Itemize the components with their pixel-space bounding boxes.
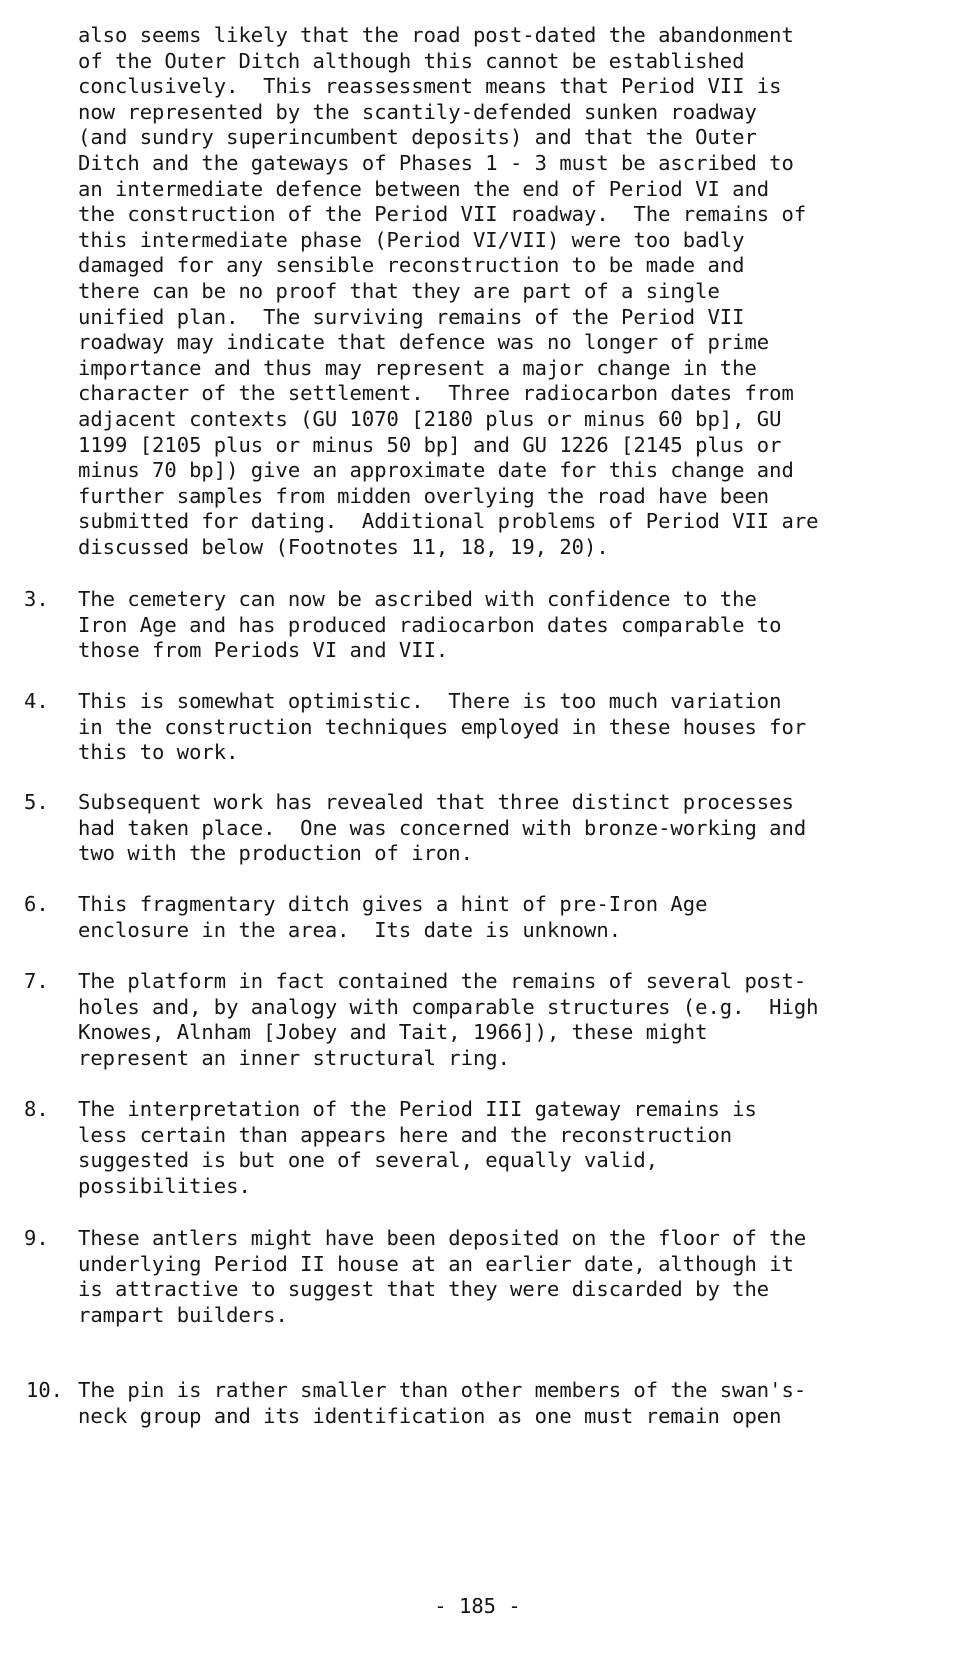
text-line: two with the production of iron. [78,841,473,866]
text-line: The platform in fact contained the remains of several post- [78,969,807,993]
text-line: Ditch and the gateways of Phases 1 - 3 must be ascribed to [78,151,794,175]
text-line: submitted for dating. Additional problems of Period VII are [78,509,819,534]
text-line: there can be no proof that they are part of a single [78,279,720,303]
text-line: in the construction techniques employed in these houses for [78,714,807,739]
text-line: (and sundry superincumbent deposits) and that the Outer [78,125,757,150]
text-line: an intermediate defence between the end of Period VI and [78,176,770,201]
text-line: holes and, by analogy with comparable structures (e.g. High [78,994,819,1019]
text-line: The cemetery can now be ascribed with confidence to the [78,587,757,611]
text-line: enclosure in the area. Its date is unknown. [78,917,622,942]
footnote-number: 9. [24,1226,49,1250]
text-line: 1199 [2105 plus or minus 50 bp] and GU 1226 [2145 plus or [78,432,782,457]
text-line: those from Periods VI and VII. [78,638,449,663]
text-line: of the Outer Ditch although this cannot be established [78,48,745,73]
text-line: Knowes, Alnham [Jobey and Tait, 1966]), these might [78,1020,708,1045]
text-line: neck group and its identification as one must remain open [78,1403,782,1428]
footnote-number: 10. [26,1378,64,1402]
text-line: had taken place. One was concerned with bronze-working and [78,815,807,840]
text-line: adjacent contexts (GU 1070 [2180 plus or minus 60 bp], GU [78,407,782,431]
text-line: conclusively. This reassessment means that Period VII is [78,74,782,99]
text-line: This is somewhat optimistic. There is too much variation [78,689,782,713]
text-line: this intermediate phase (Period VI/VII) were too badly [78,227,745,252]
footnote-number: 7. [24,969,49,993]
text-line: unified plan. The surviving remains of the Period VII [78,304,745,329]
text-line: is attractive to suggest that they were discarded by the [78,1277,770,1302]
footnote-number: 4. [24,689,49,713]
text-line: damaged for any sensible reconstruction to be made and [78,253,745,278]
footnote-number: 6. [24,892,49,916]
text-line: this to work. [78,740,239,765]
text-line: Iron Age and has produced radiocarbon dates comparable to [78,612,782,637]
text-line: This fragmentary ditch gives a hint of pre-Iron Age [78,892,708,916]
text-line: now represented by the scantily-defended sunken roadway [78,99,757,124]
text-line: discussed below (Footnotes 11, 18, 19, 20). [78,535,609,559]
text-line: The interpretation of the Period III gateway remains is [78,1097,757,1121]
text-line: These antlers might have been deposited on the floor of the [78,1226,807,1250]
text-line: rampart builders. [78,1302,288,1327]
text-line: further samples from midden overlying the road have been [78,483,770,508]
footnote-number: 8. [24,1097,49,1121]
text-line: minus 70 bp]) give an approximate date for this change and [78,458,794,483]
footnote-number: 3. [24,587,49,611]
page-number: - 185 - [434,1594,521,1618]
text-line: possibilities. [78,1173,251,1198]
text-line: represent an inner structural ring. [78,1045,510,1070]
text-line: The pin is rather smaller than other members of the swan's- [78,1378,807,1402]
text-line: suggested is but one of several, equally valid, [78,1148,659,1173]
text-line: also seems likely that the road post-dated the abandonment [78,23,794,47]
text-line: underlying Period II house at an earlier date, although it [78,1251,794,1276]
footnote-number: 5. [24,790,49,814]
text-line: the construction of the Period VII roadway. The remains of [78,202,807,227]
text-line: Subsequent work has revealed that three distinct processes [78,790,794,814]
text-line: character of the settlement. Three radiocarbon dates from [78,381,794,406]
text-line: less certain than appears here and the reconstruction [78,1122,733,1147]
text-line: roadway may indicate that defence was no longer of prime [78,330,770,355]
text-line: importance and thus may represent a major change in the [78,355,757,380]
